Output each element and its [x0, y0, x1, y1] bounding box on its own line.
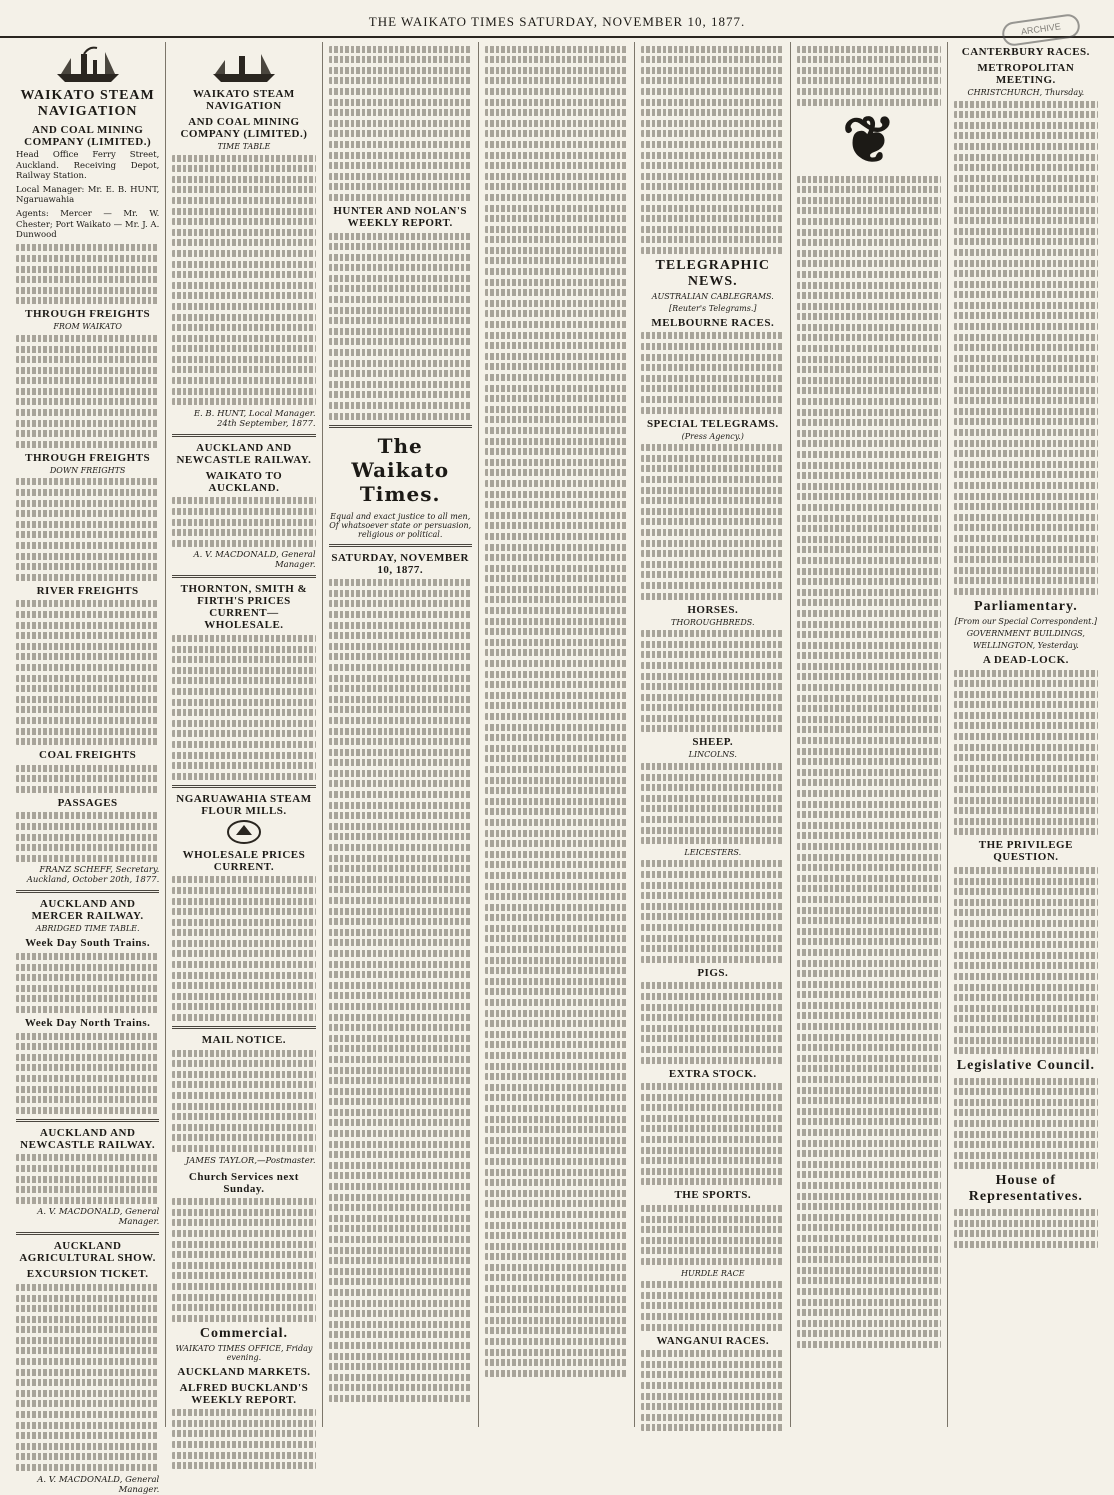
- flour-mills-title: NGARUAWAHIA STEAM FLOUR MILLS.: [176, 792, 312, 817]
- buckland-report-title: ALFRED BUCKLAND'S WEEKLY REPORT.: [179, 1381, 309, 1406]
- ad-agents: Agents: Mercer — Mr. W. Chester; Port Waikato — Mr. J. A. Dunwood: [16, 208, 160, 241]
- pigs-heading: PIGS.: [697, 966, 729, 979]
- thoroughbreds-heading: THOROUGHBREDS.: [671, 617, 755, 627]
- prices-current-title: THORNTON, SMITH & FIRTH'S PRICES CURRENT—WHOLESALE.: [180, 583, 308, 632]
- ad2-steam-navigation-title: WAIKATO STEAM NAVIGATION: [193, 88, 295, 112]
- mail-notice-title: MAIL NOTICE.: [201, 1034, 287, 1047]
- ad-steam-navigation-title: WAIKATO STEAM NAVIGATION: [20, 88, 155, 119]
- telegraphic-news-title: TELEGRAPHIC NEWS.: [655, 257, 771, 289]
- canterbury-races-title: CANTERBURY RACES.: [961, 46, 1090, 58]
- column-7: [948, 42, 1104, 1427]
- special-telegrams-title: SPECIAL TELEGRAMS.: [646, 417, 779, 430]
- ad-signature-macdonald-2: A. V. MACDONALD, General Manager.: [37, 1474, 160, 1495]
- legislative-council-title: Legislative Council.: [956, 1058, 1095, 1074]
- down-freights-sub: DOWN FREIGHTS: [49, 465, 126, 475]
- house-of-representatives-title: House of Representatives.: [968, 1173, 1083, 1205]
- parliamentary-title: Parliamentary.: [973, 598, 1078, 614]
- lincolns-heading: LINCOLNS.: [688, 750, 737, 760]
- hurdle-race-heading: HURDLE RACE: [680, 1268, 745, 1278]
- archive-stamp: ARCHIVE: [1001, 13, 1082, 48]
- through-freights-heading-2: THROUGH FREIGHTS: [25, 451, 151, 464]
- time-table-sub: TIME TABLE: [217, 142, 271, 151]
- parliamentary-sub: [From our Special Correspondent.]: [954, 616, 1098, 626]
- waikato-to-auckland: WAIKATO TO AUCKLAND.: [205, 469, 283, 494]
- ad-steam-navigation-sub: AND COAL MINING COMPANY (LIMITED.): [24, 124, 152, 148]
- auckland-markets-title: AUCKLAND MARKETS.: [177, 1365, 311, 1378]
- press-agency: (Press Agency.): [681, 431, 744, 441]
- ad2-steam-navigation-sub: AND COAL MINING COMPANY (LIMITED.): [180, 116, 308, 140]
- column-1: [10, 42, 166, 1495]
- government-buildings: GOVERNMENT BUILDINGS,: [966, 628, 1085, 638]
- hunter-nolan-report-title: HUNTER AND NOLAN'S WEEKLY REPORT.: [333, 204, 468, 229]
- commercial-sub: WAIKATO TIMES OFFICE, Friday evening.: [175, 1343, 313, 1362]
- ad-signature-scheff: FRANZ SCHEFF, Secretary. Auckland, October 20th, 1877.: [26, 865, 160, 886]
- wellington-dateline: WELLINGTON, Yesterday.: [972, 640, 1079, 650]
- leicesters-heading: LEICESTERS.: [684, 847, 742, 857]
- excursion-ticket-title: EXCURSION TICKET.: [26, 1268, 149, 1281]
- week-day-south: Week Day South Trains.: [25, 937, 151, 950]
- metropolitan-meeting: METROPOLITAN MEETING.: [977, 62, 1075, 86]
- mercer-railway-title: AUCKLAND AND MERCER RAILWAY.: [31, 898, 144, 923]
- ad2-newcastle-title: AUCKLAND AND NEWCASTLE RAILWAY.: [176, 441, 312, 466]
- newcastle-railway-title: AUCKLAND AND NEWCASTLE RAILWAY.: [20, 1126, 156, 1151]
- reuters-telegrams: [Reuter's Telegrams.]: [669, 303, 757, 313]
- dead-lock-heading: A DEAD-LOCK.: [982, 653, 1069, 666]
- australian-cablegrams: AUSTRALIAN CABLEGRAMS.: [651, 291, 774, 301]
- ad-signature-macdonald: A. V. MACDONALD, General Manager.: [37, 1207, 160, 1228]
- extra-stock-heading: EXTRA STOCK.: [668, 1067, 757, 1080]
- abridged-time-table: ABRIDGED TIME TABLE.: [35, 924, 140, 934]
- wanganui-races-heading: WANGANUI RACES.: [656, 1334, 770, 1347]
- masthead: THE WAIKATO TIMES SATURDAY, NOVEMBER 10, 1877.: [0, 14, 1114, 38]
- river-freights-heading: RIVER FREIGHTS: [36, 584, 139, 597]
- wholesale-prices-title: WHOLESALE PRICES CURRENT.: [182, 848, 306, 873]
- waikato-times-logo: The Waikato Times.: [351, 433, 450, 506]
- church-services-title: Church Services next Sunday.: [188, 1170, 299, 1195]
- editorial-date: SATURDAY, NOVEMBER 10, 1877.: [331, 551, 469, 576]
- ad-office: Head Office Ferry Street, Auckland. Receiving Depot, Railway Station.: [16, 150, 160, 182]
- column-5: [635, 42, 791, 1427]
- melbourne-races-title: MELBOURNE RACES.: [651, 316, 775, 329]
- coal-freights-heading: COAL FREIGHTS: [39, 749, 137, 762]
- passages-heading: PASSAGES: [57, 796, 118, 809]
- column-3: [323, 42, 479, 1427]
- columns: [10, 42, 1104, 1495]
- week-day-north: Week Day North Trains.: [24, 1017, 151, 1029]
- from-waikato-sub: FROM WAIKATO: [53, 322, 122, 332]
- commercial-title: Commercial.: [199, 1325, 288, 1341]
- ad-manager: Local Manager: Mr. E. B. HUNT, Ngaruawahia: [16, 184, 160, 206]
- masthead-ornament-icon: ❦: [842, 102, 896, 178]
- through-freights-heading: THROUGH FREIGHTS: [25, 308, 151, 321]
- sheep-heading: SHEEP.: [692, 736, 734, 749]
- mail-signature: JAMES TAYLOR,—Postmaster.: [185, 1155, 316, 1166]
- steamship-icon-2: [209, 44, 279, 84]
- trade-mark-crest-icon: [224, 819, 264, 845]
- steamship-icon: [53, 44, 123, 84]
- horses-heading: HORSES.: [687, 603, 739, 616]
- privilege-question-heading: THE PRIVILEGE QUESTION.: [978, 839, 1073, 864]
- freight-table: [16, 244, 159, 304]
- ad2-signature-macdonald: A. V. MACDONALD, General Manager.: [193, 550, 316, 571]
- agricultural-show-title: AUCKLAND AGRICULTURAL SHOW.: [19, 1240, 156, 1265]
- ad2-signature-hunt: E. B. HUNT, Local Manager. 24th September, 1877.: [193, 408, 316, 429]
- column-4: [479, 42, 635, 1427]
- column-2: [166, 42, 322, 1427]
- motto: Equal and exact justice to all men, Of whatsoever state or persuasion, religious or political.: [329, 511, 472, 539]
- christchurch-dateline: CHRISTCHURCH, Thursday.: [967, 88, 1085, 97]
- column-6: [791, 42, 947, 1427]
- sports-heading: THE SPORTS.: [674, 1189, 752, 1202]
